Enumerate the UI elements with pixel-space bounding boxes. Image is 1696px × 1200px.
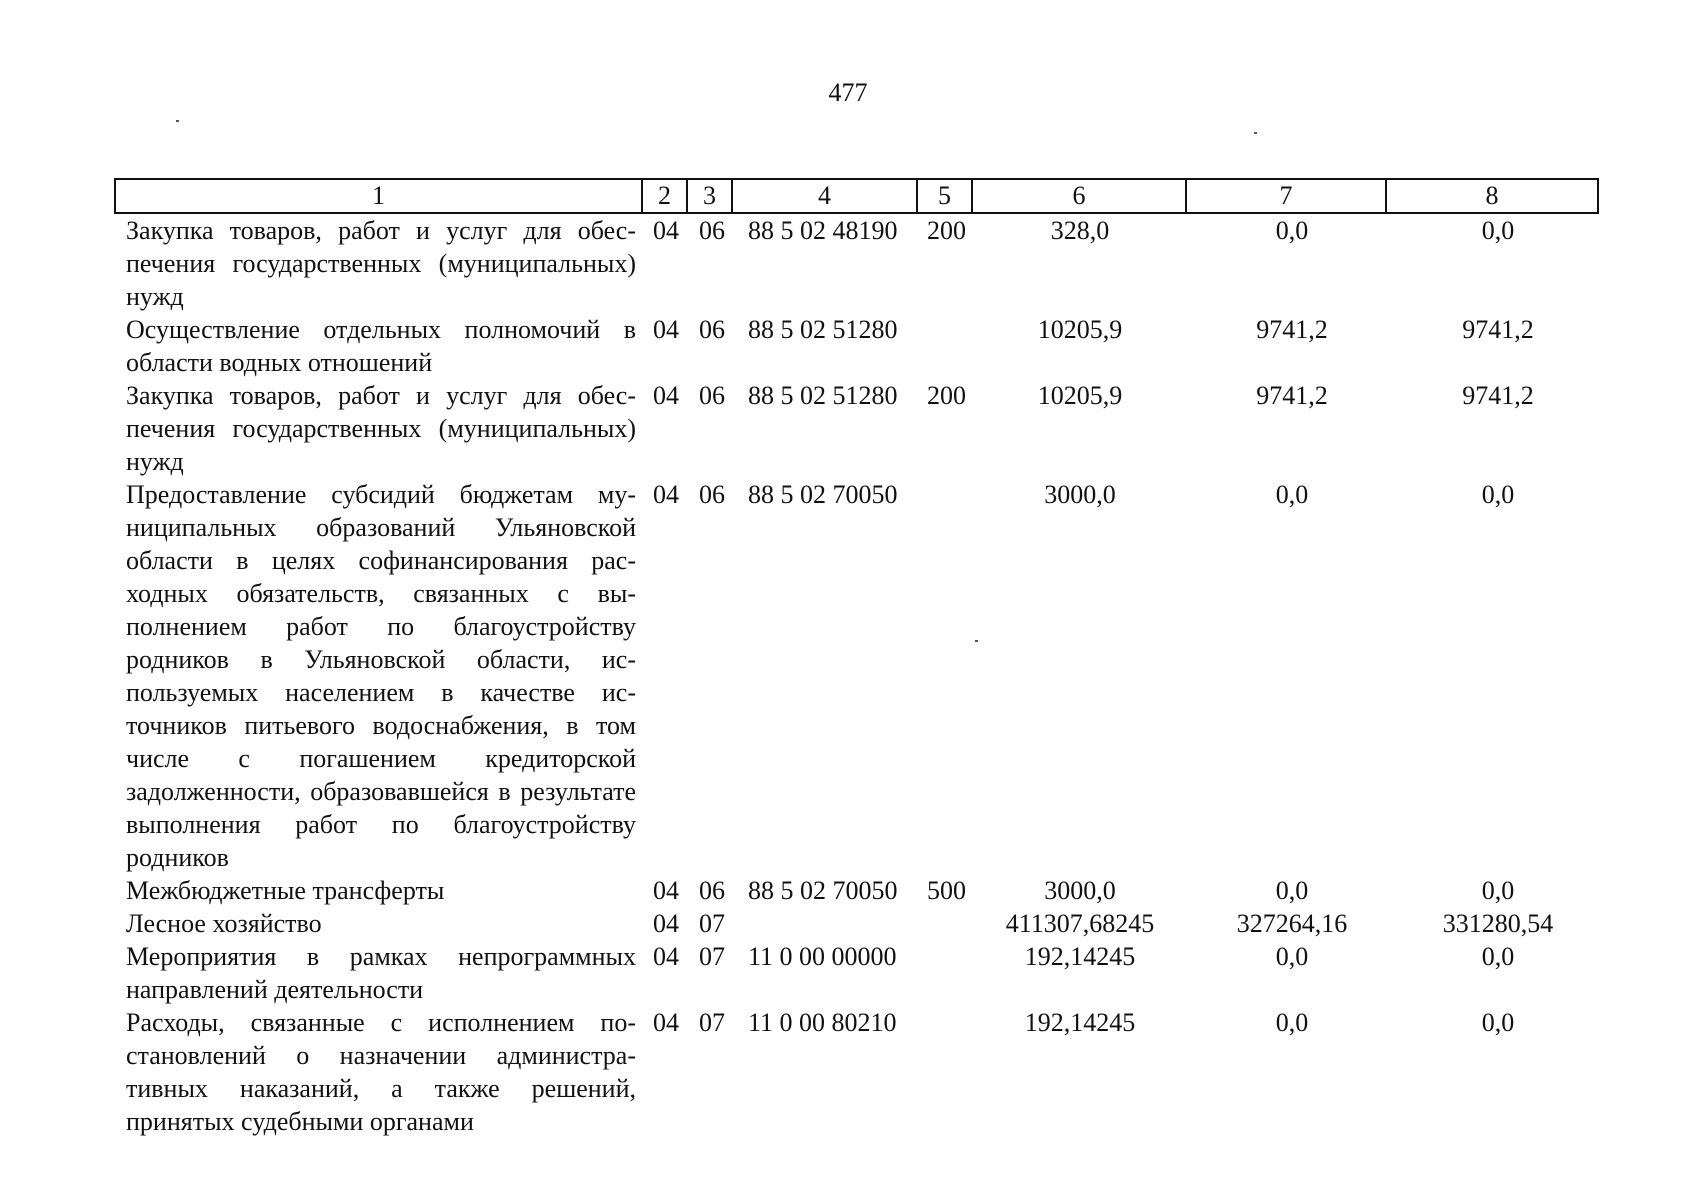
subsection-code: 06 xyxy=(699,315,725,344)
subsection-code: 07 xyxy=(699,942,725,971)
table-row xyxy=(0,313,1534,379)
amount-col-8: 0,0 xyxy=(1481,216,1515,245)
row-description: Закупка товаров, работ и услуг для обеспечения государственных (муниципальных) нужд xyxy=(126,216,636,311)
row-description: Мероприятия в рамках непрограммных направлений деятельности xyxy=(126,942,636,1004)
amount-col-7: 0,0 xyxy=(1275,942,1309,971)
section-code: 04 xyxy=(653,216,679,245)
page-number: 477 xyxy=(828,78,868,107)
target-item-code: 11 0 00 80210 xyxy=(748,1008,897,1037)
amount-col-7: 0,0 xyxy=(1275,216,1309,245)
scan-speck xyxy=(975,640,978,642)
amount-col-6: 3000,0 xyxy=(1044,480,1116,509)
row-description: Расходы, связанные с исполнением постановлений о назначении административных наказаний, а также решений, принятых судебными органами xyxy=(126,1008,636,1136)
section-code: 04 xyxy=(653,909,679,938)
table-row xyxy=(0,379,1534,478)
amount-col-7: 327264,16 xyxy=(1236,909,1348,938)
section-code: 04 xyxy=(653,876,679,905)
subsection-code: 06 xyxy=(699,381,725,410)
row-description: Предоставление субсидий бюджетам муниципальных образований Ульяновской области в целях софинансирования расходных обязательств, связанных с выполнением работ по благоустройству родников в Ульяновской области, используемых населением в качестве источников питьевого водоснабжения, в том числе с погашением кредиторской задолженности, образовавшейся в результате выполнения работ по благоустройству родников xyxy=(126,480,636,872)
header-col-4: 4 xyxy=(732,179,917,213)
section-code: 04 xyxy=(653,480,679,509)
header-col-8: 8 xyxy=(1386,179,1598,213)
amount-col-7: 9741,2 xyxy=(1256,381,1328,410)
table-row xyxy=(0,214,1515,313)
subsection-code: 07 xyxy=(699,909,725,938)
expense-type-code: 200 xyxy=(927,216,966,245)
header-col-3: 3 xyxy=(687,179,732,213)
amount-col-8: 0,0 xyxy=(1481,876,1515,905)
section-code: 04 xyxy=(653,315,679,344)
subsection-code: 06 xyxy=(699,480,725,509)
scan-speck xyxy=(1254,132,1257,134)
subsection-code: 06 xyxy=(699,876,725,905)
target-item-code: 11 0 00 00000 xyxy=(748,942,897,971)
amount-col-6: 10205,9 xyxy=(1037,315,1123,344)
row-description: Межбюджетные трансферты xyxy=(126,876,445,905)
amount-col-8: 0,0 xyxy=(1481,1008,1515,1037)
amount-col-6: 192,14245 xyxy=(1024,942,1136,971)
target-item-code: 88 5 02 70050 xyxy=(748,876,898,905)
expense-type-code: 200 xyxy=(927,381,966,410)
header-col-7: 7 xyxy=(1186,179,1386,213)
amount-col-8: 9741,2 xyxy=(1462,381,1534,410)
target-item-code: 88 5 02 51280 xyxy=(748,381,898,410)
amount-col-7: 0,0 xyxy=(1275,480,1309,509)
expense-type-code: 500 xyxy=(927,876,966,905)
column-number-header xyxy=(114,178,1599,214)
header-col-1: 1 xyxy=(115,179,642,213)
section-code: 04 xyxy=(653,942,679,971)
header-col-2: 2 xyxy=(642,179,687,213)
row-description: Лесное хозяйство xyxy=(126,909,322,938)
subsection-code: 06 xyxy=(699,216,725,245)
section-code: 04 xyxy=(653,381,679,410)
table-row xyxy=(0,478,1515,874)
amount-col-6: 411307,68245 xyxy=(1005,909,1155,938)
amount-col-6: 3000,0 xyxy=(1044,876,1116,905)
target-item-code: 88 5 02 70050 xyxy=(748,480,898,509)
amount-col-7: 9741,2 xyxy=(1256,315,1328,344)
table-row xyxy=(0,1006,1515,1138)
amount-col-8: 0,0 xyxy=(1481,480,1515,509)
budget-rows xyxy=(0,214,1554,1138)
table-row xyxy=(0,874,1515,907)
header-col-6: 6 xyxy=(972,179,1186,213)
target-item-code: 88 5 02 48190 xyxy=(748,216,898,245)
subsection-code: 07 xyxy=(699,1008,725,1037)
amount-col-7: 0,0 xyxy=(1275,1008,1309,1037)
table-row xyxy=(0,907,1554,940)
row-description: Закупка товаров, работ и услуг для обеспечения государственных (муниципальных) нужд xyxy=(126,381,636,476)
amount-col-6: 192,14245 xyxy=(1024,1008,1136,1037)
amount-col-8: 9741,2 xyxy=(1462,315,1534,344)
amount-col-6: 328,0 xyxy=(1050,216,1110,245)
row-description: Осуществление отдельных полномочий в области водных отношений xyxy=(126,315,636,377)
amount-col-8: 0,0 xyxy=(1481,942,1515,971)
header-col-5: 5 xyxy=(917,179,972,213)
table-row xyxy=(0,940,1515,1006)
target-item-code: 88 5 02 51280 xyxy=(748,315,898,344)
amount-col-8: 331280,54 xyxy=(1442,909,1554,938)
amount-col-6: 10205,9 xyxy=(1037,381,1123,410)
amount-col-7: 0,0 xyxy=(1275,876,1309,905)
scan-speck xyxy=(176,120,179,122)
section-code: 04 xyxy=(653,1008,679,1037)
